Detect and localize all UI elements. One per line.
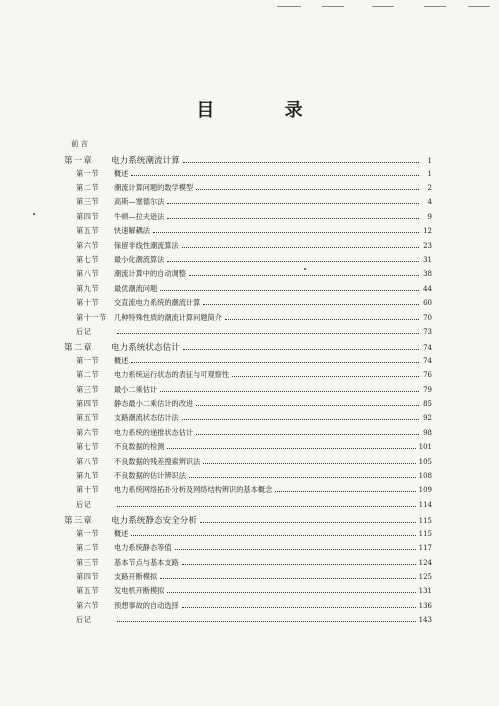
toc-list: [64, 154, 432, 630]
toc-section-row[interactable]: [64, 356, 432, 370]
toc-page-number: 23: [423, 241, 432, 250]
toc-afterword-row[interactable]: [64, 327, 432, 341]
toc-entry-number: 第六节: [76, 427, 100, 437]
dot-leader: [160, 391, 419, 392]
top-rule-2: [322, 6, 344, 7]
toc-section-row[interactable]: [64, 586, 432, 600]
toc-entry-number: 第三节: [76, 557, 100, 567]
toc-section-row[interactable]: [64, 457, 432, 471]
dot-leader: [182, 247, 419, 248]
toc-entry-number: 第一章: [64, 156, 93, 166]
toc-page-number: 105: [418, 457, 432, 466]
toc-entry-number: 第五节: [76, 226, 100, 236]
toc-entry-title: 牛顿—拉夫逊法: [114, 211, 165, 221]
toc-entry-number: 第二节: [76, 182, 100, 192]
toc-entry-number: 第四节: [76, 399, 100, 409]
toc-entry-title: 最小化潮流算法: [114, 254, 165, 264]
toc-section-row[interactable]: [64, 183, 432, 197]
toc-entry-number: 第二章: [64, 343, 93, 354]
dot-leader: [117, 621, 416, 622]
dot-leader: [225, 319, 419, 320]
toc-entry-number: 第四节: [76, 571, 100, 581]
toc-chapter-row[interactable]: [64, 154, 432, 169]
toc-entry-title: 电力系统潮流计算: [111, 156, 180, 166]
toc-page-number: 98: [423, 428, 432, 437]
toc-entry-number: 第六节: [76, 600, 100, 610]
toc-page-number: 60: [423, 299, 432, 308]
dot-leader: [131, 535, 415, 536]
toc-entry-title: 最小二乘估计: [114, 384, 158, 394]
toc-section-row[interactable]: [64, 442, 432, 456]
dot-leader: [189, 477, 416, 478]
dot-leader: [175, 549, 416, 550]
dot-leader: [196, 189, 419, 190]
toc-entry-number: 第六节: [76, 240, 100, 250]
toc-page-number: 136: [418, 601, 432, 610]
toc-entry-title: 发电机开断模拟: [114, 586, 165, 596]
toc-page-number: 125: [418, 572, 432, 581]
toc-entry-title: 电力系统的递推状态估计: [114, 427, 194, 437]
toc-entry-title: 保留非线性潮流算法: [114, 240, 179, 250]
dot-leader: [153, 232, 419, 233]
toc-entry-number: 后记: [76, 615, 92, 625]
toc-page-number: 2: [427, 183, 432, 192]
dot-leader: [167, 261, 419, 262]
toc-section-row[interactable]: [64, 385, 432, 399]
toc-entry-number: 第四节: [76, 211, 100, 221]
toc-afterword-row[interactable]: [64, 615, 432, 629]
toc-page-number: 101: [418, 443, 432, 452]
dot-leader: [167, 448, 415, 449]
toc-section-row[interactable]: [64, 255, 432, 269]
dot-leader: [131, 362, 419, 363]
toc-entry-title: 电力系统静态等值: [114, 543, 172, 553]
toc-page-number: 70: [423, 313, 432, 322]
dot-leader: [203, 304, 419, 305]
toc-entry-title: 不良数据的检测: [114, 442, 165, 452]
toc-section-row[interactable]: [64, 269, 432, 283]
toc-page-number: 74: [423, 344, 432, 353]
toc-section-row[interactable]: [64, 471, 432, 485]
toc-page-number: 92: [423, 414, 432, 423]
toc-page-number: 9: [427, 212, 432, 221]
toc-entry-number: 第八节: [76, 456, 100, 466]
toc-entry-title: 预想事故的自动选择: [114, 600, 179, 610]
toc-section-row[interactable]: [64, 413, 432, 427]
dot-leader: [196, 434, 419, 435]
toc-page-number: 108: [418, 472, 432, 480]
toc-page-number: 1: [427, 157, 432, 165]
toc-page-number: 143: [418, 616, 432, 625]
toc-entry-title: 电力系统静态安全分析: [111, 516, 197, 527]
toc-entry-title: 不良数据的估计辨识法: [114, 471, 186, 480]
dot-leader: [182, 419, 419, 420]
toc-section-row[interactable]: [64, 169, 432, 183]
toc-page-number: 85: [423, 400, 432, 409]
toc-entry-title: 交直流电力系统的潮流计算: [114, 298, 201, 308]
dot-leader: [203, 463, 415, 464]
toc-entry-title: 支路潮流状态估计法: [114, 413, 179, 423]
toc-section-row[interactable]: [64, 298, 432, 312]
toc-section-row[interactable]: [64, 529, 432, 543]
dot-leader: [131, 175, 419, 176]
toc-page-number: 115: [418, 529, 432, 538]
toc-entry-title: 电力系统状态估计: [111, 343, 180, 354]
toc-page-number: 109: [418, 486, 432, 495]
dot-leader: [167, 218, 419, 219]
toc-entry-number: 第二节: [76, 370, 100, 380]
dot-leader: [167, 592, 415, 593]
toc-entry-number: 第一节: [76, 528, 100, 538]
toc-afterword-row[interactable]: [64, 500, 432, 514]
dot-leader: [167, 203, 419, 204]
toc-page-number: 124: [418, 558, 432, 567]
dot-leader: [117, 506, 416, 507]
toc-section-row[interactable]: [64, 284, 432, 298]
toc-entry-number: 第八节: [76, 269, 100, 279]
dot-leader: [200, 522, 416, 523]
toc-section-row[interactable]: [64, 558, 432, 572]
toc-section-row[interactable]: [64, 485, 432, 499]
top-rule-3: [372, 6, 394, 7]
toc-page-number: 1: [427, 169, 432, 178]
toc-page-number: 76: [423, 371, 432, 380]
speck: [304, 268, 306, 270]
toc-entry-title: 高斯—塞德尔法: [114, 197, 165, 207]
dot-leader: [160, 578, 415, 579]
toc-page-number: 73: [423, 327, 432, 336]
toc-section-row[interactable]: [64, 601, 432, 615]
toc-section-row[interactable]: [64, 399, 432, 413]
toc-page-number: 79: [423, 385, 432, 394]
toc-page-number: 115: [418, 517, 432, 526]
toc-entry-number: 第三章: [64, 516, 93, 527]
dot-leader: [275, 491, 415, 492]
toc-page-number: 117: [418, 544, 432, 553]
toc-entry-title: 潮流计算中的自动调整: [114, 269, 186, 279]
toc-entry-title: 基本节点与基本支路: [114, 557, 179, 567]
toc-entry-number: 第九节: [76, 283, 100, 293]
toc-entry-number: 第五节: [76, 586, 100, 596]
toc-entry-title: 支路开断模拟: [114, 571, 158, 581]
dot-leader: [117, 333, 419, 334]
toc-entry-number: 第十节: [76, 298, 100, 308]
toc-page-number: 74: [423, 356, 432, 365]
toc-section-row[interactable]: [64, 226, 432, 240]
toc-entry-number: 第十节: [76, 485, 100, 495]
dot-leader: [189, 275, 419, 276]
toc-title: 目 录: [196, 100, 335, 121]
top-rule-4: [424, 6, 446, 7]
dot-leader: [183, 349, 419, 350]
toc-entry-number: 第五节: [76, 413, 100, 423]
toc-entry-number: 后记: [76, 326, 92, 336]
dot-leader: [160, 290, 419, 291]
toc-entry-number: 第一节: [76, 355, 100, 365]
toc-section-row[interactable]: [64, 241, 432, 255]
toc-chapter-row[interactable]: [64, 341, 432, 356]
toc-section-row[interactable]: [64, 428, 432, 442]
dot-leader: [196, 405, 419, 406]
toc-entry-number: 第九节: [76, 471, 100, 480]
toc-entry-title: 最优潮流问题: [114, 283, 158, 293]
dot-leader: [182, 607, 416, 608]
toc-page-number: 114: [418, 500, 432, 509]
toc-section-row[interactable]: [64, 313, 432, 327]
toc-section-row[interactable]: [64, 572, 432, 586]
toc-entry-title: 不良数据的残差搜索辨识法: [114, 456, 201, 466]
toc-chapter-row[interactable]: [64, 514, 432, 529]
toc-entry-title: 电力系统网络拓扑分析及网络结构辨识的基本概念: [114, 485, 273, 495]
toc-page-number: 44: [423, 284, 432, 293]
toc-entry-number: 第七节: [76, 442, 100, 452]
dot-leader: [183, 162, 419, 163]
toc-section-row[interactable]: [64, 370, 432, 384]
toc-section-row[interactable]: [64, 197, 432, 211]
toc-page-number: 12: [423, 227, 432, 236]
toc-entry-number: 第一节: [76, 168, 100, 178]
toc-entry-title: 电力系统运行状态的表征与可观察性: [114, 370, 230, 380]
dot-leader: [232, 376, 419, 377]
toc-entry-number: 第三节: [76, 197, 100, 207]
top-rule-5: [468, 6, 490, 7]
toc-entry-number: 第七节: [76, 254, 100, 264]
toc-entry-title: 潮流计算问题的数学模型: [114, 182, 194, 192]
toc-entry-title: 概述: [114, 168, 129, 178]
preface-label: 前言: [71, 139, 90, 148]
top-rule-1: [277, 6, 301, 7]
toc-page-number: 131: [418, 587, 432, 596]
toc-entry-number: 第三节: [76, 384, 100, 394]
toc-section-row[interactable]: [64, 212, 432, 226]
toc-section-row[interactable]: [64, 543, 432, 557]
toc-page-number: 4: [427, 198, 432, 207]
toc-entry-number: 第二节: [76, 543, 100, 553]
toc-entry-title: 概述: [114, 528, 129, 538]
toc-entry-title: 几种特殊性质的潮流计算问题简介: [114, 312, 222, 322]
toc-page-number: 31: [423, 255, 432, 264]
toc-entry-number: 后记: [76, 499, 92, 509]
toc-entry-title: 快速解耦法: [114, 226, 150, 236]
toc-entry-title: 静态最小二乘估计的改进: [114, 399, 194, 409]
toc-entry-title: 概述: [114, 355, 129, 365]
toc-page-number: 38: [423, 270, 432, 279]
toc-entry-number: 第十一节: [76, 312, 107, 322]
dot-leader: [182, 564, 416, 565]
speck: [33, 213, 35, 215]
